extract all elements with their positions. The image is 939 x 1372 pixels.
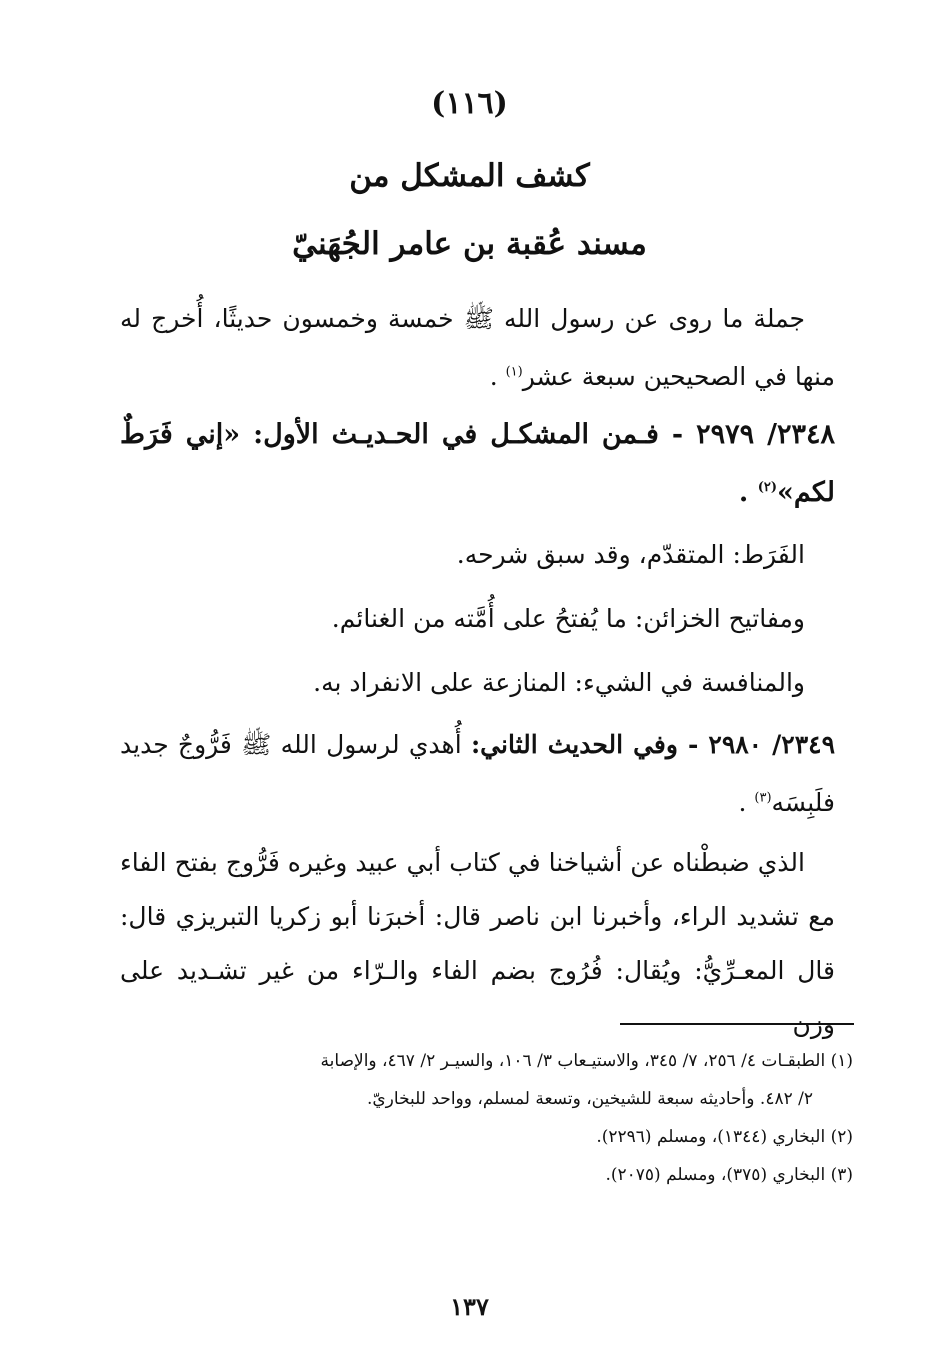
hadith-2-end: . <box>738 788 755 817</box>
footnote-divider <box>620 1023 854 1025</box>
footnote-3: (٣) البخاري (٣٧٥)، ومسلم (٢٠٧٥). <box>605 1165 853 1185</box>
page-number: ١٣٧ <box>450 1292 489 1321</box>
hadith-1-ref: ٢٣٤٨/ ٢٩٧٩ <box>696 419 835 450</box>
intro-paragraph <box>120 290 835 406</box>
hadith-1-end: . <box>738 477 758 508</box>
chapter-title-line1: كشف المشكل من <box>349 158 590 194</box>
footnote-marker-1: (١) <box>505 364 523 380</box>
definition-1: الفَرَط: المتقدّم، وقد سبق شرحه. <box>456 540 805 569</box>
footnote-2: (٢) البخاري (١٣٤٤)، ومسلم (٢٢٩٦). <box>596 1127 853 1147</box>
hadith-2 <box>120 716 835 832</box>
footnote-1: (١) الطبقـات ٤/ ٢٥٦، ٧/ ٣٤٥، والاستيـعاب ٣/ ١٠٦، والسيـر ٢/ ٤٦٧، والإصابة <box>320 1051 853 1071</box>
chapter-number: (١١٦) <box>431 86 508 121</box>
footnote-marker-3: (٣) <box>754 790 772 806</box>
commentary-paragraph: الذي ضبطْناه عن أشياخنا في كتاب أبي عبيد وغيره فَرُّوج بفتح الفاء مع تشديد الراء، وأخبرنا ابن ناصر قال: أخبرَنا أبو زكريا التبريزي قال: قال المعـرِّيُّ: ويُقال: فُرُوج بضم الفاء والـرّاء من غير تشـديد على وزن <box>120 848 835 1039</box>
definition-3: والمنافسة في الشيء: المنازعة على الانفراد به. <box>313 668 805 697</box>
footnote-1-continued: ٢/ ٤٨٢. وأحاديثه سبعة للشيخين، وتسعة لمسلم، وواحد للبخاريّ. <box>366 1089 813 1109</box>
definition-2: ومفاتيح الخزائن: ما يُفتحُ على أُمَّته من الغنائم. <box>331 604 805 633</box>
footnotes <box>120 1042 853 1194</box>
intro-end: . <box>489 362 506 391</box>
hadith-1-text: - فـمن المشكـل في الحـديـث الأول: «إني فَرَطٌ لكم» <box>120 419 835 508</box>
hadith-1 <box>120 406 835 522</box>
footnote-marker-2: (٢) <box>757 480 778 495</box>
hadith-2-ref: ٢٣٤٩/ ٢٩٨٠ <box>708 730 835 759</box>
chapter-title-line2: مسند عُقبة بن عامر الجُهَنيّ <box>292 226 647 262</box>
hadith-2-lead: - وفي الحديث الثاني: <box>470 730 709 759</box>
intro-text: جملة ما روى عن رسول الله ﷺ خمسة وخمسون حديثًا، أُخرج له منها في الصحيحين سبعة عشر <box>120 304 835 391</box>
hadith-2-text: أُهدي لرسول الله ﷺ فَرُّوجٌ جديد فلَبِسَه <box>120 730 835 817</box>
